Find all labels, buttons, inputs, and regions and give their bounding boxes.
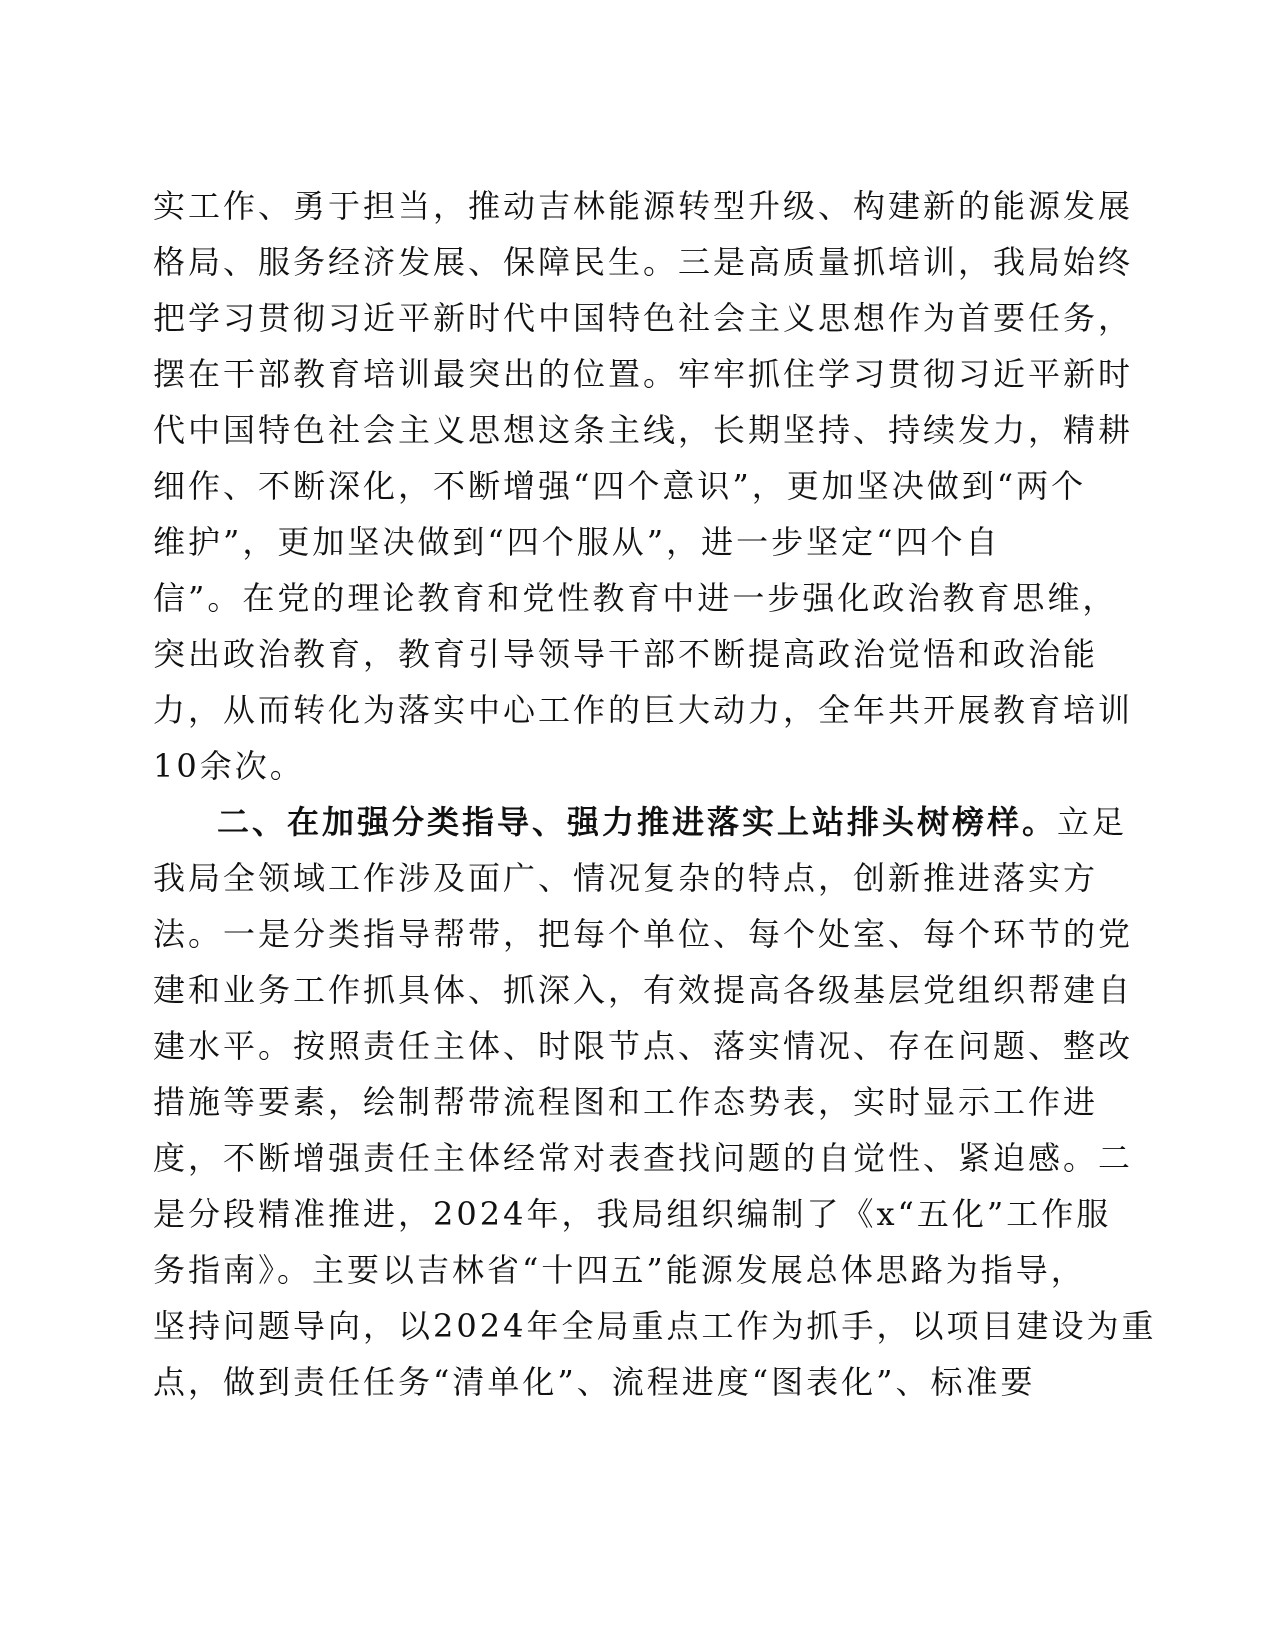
section-2-heading: 二、在加强分类指导、强力推进落实上站排头树榜样。 (217, 803, 1058, 841)
text-line: 度，不断增强责任主体经常对表查找问题的自觉性、紧迫感。二 (153, 1139, 1134, 1177)
text-line: 坚持问题导向，以2024年全局重点工作为抓手，以项目建设为重 (153, 1307, 1157, 1345)
text-line: 10余次。 (153, 747, 305, 785)
text-line: 实工作、勇于担当，推动吉林能源转型升级、构建新的能源发展 (153, 187, 1134, 225)
text-line: 维护”，更加坚决做到“四个服从”，进一步坚定“四个自 (153, 523, 1001, 561)
text-line: 力，从而转化为落实中心工作的巨大动力，全年共开展教育培训 (153, 691, 1134, 729)
text-line: 点，做到责任任务“清单化”、流程进度“图表化”、标准要 (153, 1363, 1036, 1401)
text-line: 信”。在党的理论教育和党性教育中进一步强化政治教育思维， (153, 579, 1118, 617)
text-line: 法。一是分类指导帮带，把每个单位、每个处室、每个环节的党 (153, 915, 1134, 953)
text-line: 格局、服务经济发展、保障民生。三是高质量抓培训，我局始终 (153, 243, 1134, 281)
text-line: 建和业务工作抓具体、抓深入，有效提高各级基层党组织帮建自 (153, 971, 1134, 1009)
text-line: 摆在干部教育培训最突出的位置。牢牢抓住学习贯彻习近平新时 (153, 355, 1134, 393)
text-line: 措施等要素，绘制帮带流程图和工作态势表，实时显示工作进 (153, 1083, 1099, 1121)
text-line: 务指南》。主要以吉林省“十四五”能源发展总体思路为指导， (153, 1251, 1086, 1289)
text-line: 建水平。按照责任主体、时限节点、落实情况、存在问题、整改 (153, 1027, 1134, 1065)
section-2-first-line (153, 794, 1128, 850)
text-line: 突出政治教育，教育引导领导干部不断提高政治觉悟和政治能 (153, 635, 1099, 673)
document-body (153, 178, 1157, 1410)
section-2-first-line-rest: 立足 (1057, 803, 1128, 841)
text-line: 代中国特色社会主义思想这条主线，长期坚持、持续发力，精耕 (153, 411, 1134, 449)
text-line: 是分段精准推进，2024年，我局组织编制了《x“五化”工作服 (153, 1195, 1112, 1233)
text-line: 我局全领域工作涉及面广、情况复杂的特点，创新推进落实方 (153, 859, 1099, 897)
text-line: 把学习贯彻习近平新时代中国特色社会主义思想作为首要任务， (153, 299, 1134, 337)
text-line: 细作、不断深化，不断增强“四个意识”，更加坚决做到“两个 (153, 467, 1087, 505)
